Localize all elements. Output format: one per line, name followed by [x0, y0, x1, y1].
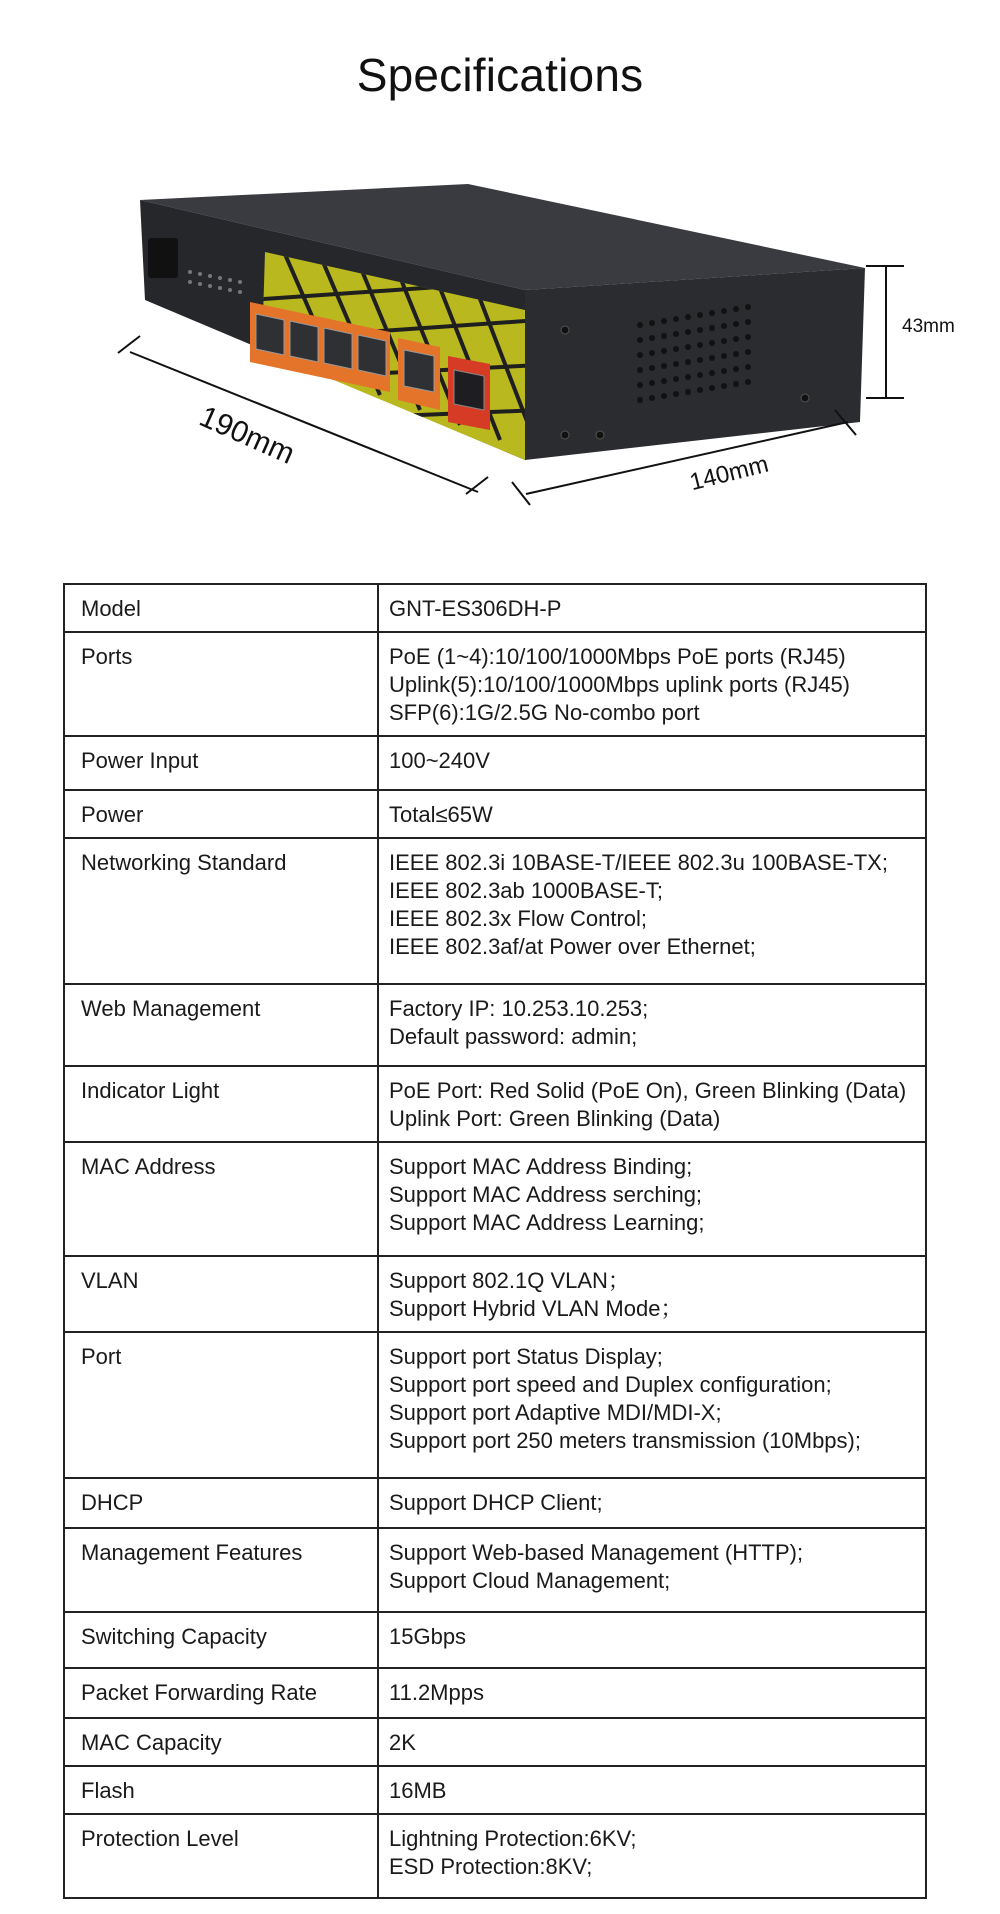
device-side-face [525, 268, 865, 460]
spec-value-line: 15Gbps [389, 1624, 467, 1649]
spec-value-line: Support DHCP Client; [389, 1490, 603, 1515]
spec-label-cell [64, 1066, 378, 1142]
spec-label: Protection Level [81, 1826, 239, 1851]
spec-value-line: Default password: admin; [389, 1024, 638, 1049]
spec-label: Indicator Light [81, 1078, 220, 1103]
spec-label-cell [64, 1814, 378, 1898]
spec-label-cell [64, 1668, 378, 1718]
spec-label-cell [64, 1256, 378, 1332]
spec-value-line: IEEE 802.3ab 1000BASE-T; [389, 878, 663, 903]
spec-label: Ports [81, 644, 133, 669]
table-row [64, 1528, 926, 1612]
dimension-length-label: 190mm [194, 400, 300, 471]
spec-value-cell [378, 1718, 926, 1766]
page-title: Specifications [356, 49, 644, 101]
table-row [64, 838, 926, 984]
rj45-port-1 [256, 314, 284, 355]
switch-product-image [0, 160, 1000, 540]
rj45-port-3 [324, 328, 352, 369]
spec-value-line: 2K [389, 1730, 416, 1755]
spec-value-line: Support Hybrid VLAN Mode； [389, 1296, 683, 1321]
spec-value-line: Uplink Port: Green Blinking (Data) [389, 1106, 721, 1131]
dimension-height-label: 43mm [902, 316, 955, 337]
rj45-port-2 [290, 321, 318, 362]
spec-label-cell [64, 1478, 378, 1528]
spec-value-cell [378, 1332, 926, 1478]
spec-value-line: PoE Port: Red Solid (PoE On), Green Blinking (Data) [389, 1078, 907, 1103]
rj45-port-4 [358, 335, 386, 376]
table-row [64, 1612, 926, 1668]
spec-value-line: Support Cloud Management; [389, 1568, 671, 1593]
power-socket [148, 238, 178, 278]
spec-value-line: Support Web-based Management (HTTP); [389, 1540, 804, 1565]
spec-value-cell [378, 584, 926, 632]
table-row [64, 790, 926, 838]
table-row [64, 584, 926, 632]
spec-label: Power [81, 802, 144, 827]
spec-value-line: IEEE 802.3af/at Power over Ethernet; [389, 934, 756, 959]
spec-value-cell [378, 1142, 926, 1256]
spec-label: Management Features [81, 1540, 303, 1565]
spec-value-line: 11.2Mpps [389, 1680, 484, 1705]
spec-value-line: ESD Protection:8KV; [389, 1854, 593, 1879]
spec-label: Port [81, 1344, 122, 1369]
table-row [64, 1332, 926, 1478]
spec-value-line: IEEE 802.3x Flow Control; [389, 906, 648, 931]
spec-value-line: Support MAC Address serching; [389, 1182, 703, 1207]
spec-value-cell [378, 1066, 926, 1142]
spec-value-line: Lightning Protection:6KV; [389, 1826, 637, 1851]
spec-label-cell [64, 1528, 378, 1612]
table-row [64, 1668, 926, 1718]
spec-value-cell [378, 736, 926, 790]
spec-label: VLAN [81, 1268, 139, 1293]
spec-value-cell [378, 1814, 926, 1898]
spec-label: Power Input [81, 748, 199, 773]
spec-value-line: PoE (1~4):10/100/1000Mbps PoE ports (RJ45) [389, 644, 846, 669]
spec-label-cell [64, 584, 378, 632]
table-row [64, 736, 926, 790]
table-row [64, 1142, 926, 1256]
spec-value-line: Factory IP: 10.253.10.253; [389, 996, 649, 1021]
spec-label: Networking Standard [81, 850, 287, 875]
product-figure [0, 160, 1000, 540]
spec-value-cell [378, 838, 926, 984]
specifications-table [63, 583, 927, 1899]
spec-value-line: IEEE 802.3i 10BASE-T/IEEE 802.3u 100BASE-TX; [389, 850, 888, 875]
spec-value-line: Support port 250 meters transmission (10Mbps); [389, 1428, 861, 1453]
rj45-port-5 [404, 350, 434, 392]
spec-value-cell [378, 790, 926, 838]
spec-value-cell [378, 1528, 926, 1612]
table-row [64, 1766, 926, 1814]
spec-value-line: Support MAC Address Learning; [389, 1210, 705, 1235]
spec-value-line: 100~240V [389, 748, 490, 773]
table-row [64, 1718, 926, 1766]
spec-label-cell [64, 1766, 378, 1814]
spec-label: Flash [81, 1778, 135, 1803]
spec-value-line: Support port Adaptive MDI/MDI-X; [389, 1400, 722, 1425]
spec-value-cell [378, 1766, 926, 1814]
spec-value-cell [378, 1612, 926, 1668]
spec-label-cell [64, 632, 378, 736]
spec-value-line: Support 802.1Q VLAN； [389, 1268, 630, 1293]
spec-value-line: 16MB [389, 1778, 447, 1803]
spec-label: Model [81, 596, 141, 621]
table-row [64, 1814, 926, 1898]
spec-label-cell [64, 838, 378, 984]
spec-value-cell [378, 1256, 926, 1332]
spec-value-line: Support MAC Address Binding; [389, 1154, 693, 1179]
spec-label-cell [64, 984, 378, 1066]
spec-value-line: GNT-ES306DH-P [389, 596, 562, 621]
spec-label-cell [64, 736, 378, 790]
spec-value-line: SFP(6):1G/2.5G No-combo port [389, 700, 700, 725]
spec-value-cell [378, 984, 926, 1066]
spec-label: Packet Forwarding Rate [81, 1680, 317, 1705]
spec-label-cell [64, 1332, 378, 1478]
spec-value-line: Support port speed and Duplex configuration; [389, 1372, 832, 1397]
spec-label: MAC Capacity [81, 1730, 222, 1755]
spec-label: MAC Address [81, 1154, 216, 1179]
spec-label-cell [64, 1612, 378, 1668]
table-row [64, 632, 926, 736]
spec-value-line: Uplink(5):10/100/1000Mbps uplink ports (RJ45) [389, 672, 851, 697]
table-row [64, 1478, 926, 1528]
spec-label: Switching Capacity [81, 1624, 267, 1649]
spec-value-cell [378, 1478, 926, 1528]
table-row [64, 1066, 926, 1142]
sfp-port-6 [454, 370, 484, 410]
spec-value-line: Support port Status Display; [389, 1344, 663, 1369]
spec-label-cell [64, 1718, 378, 1766]
dimension-width-label: 140mm [687, 450, 772, 497]
spec-label: Web Management [81, 996, 261, 1021]
spec-value-line: Total≤65W [389, 802, 493, 827]
spec-value-cell [378, 632, 926, 736]
spec-label-cell [64, 1142, 378, 1256]
spec-label-cell [64, 790, 378, 838]
spec-label: DHCP [81, 1490, 144, 1515]
table-row [64, 984, 926, 1066]
table-row [64, 1256, 926, 1332]
spec-value-cell [378, 1668, 926, 1718]
